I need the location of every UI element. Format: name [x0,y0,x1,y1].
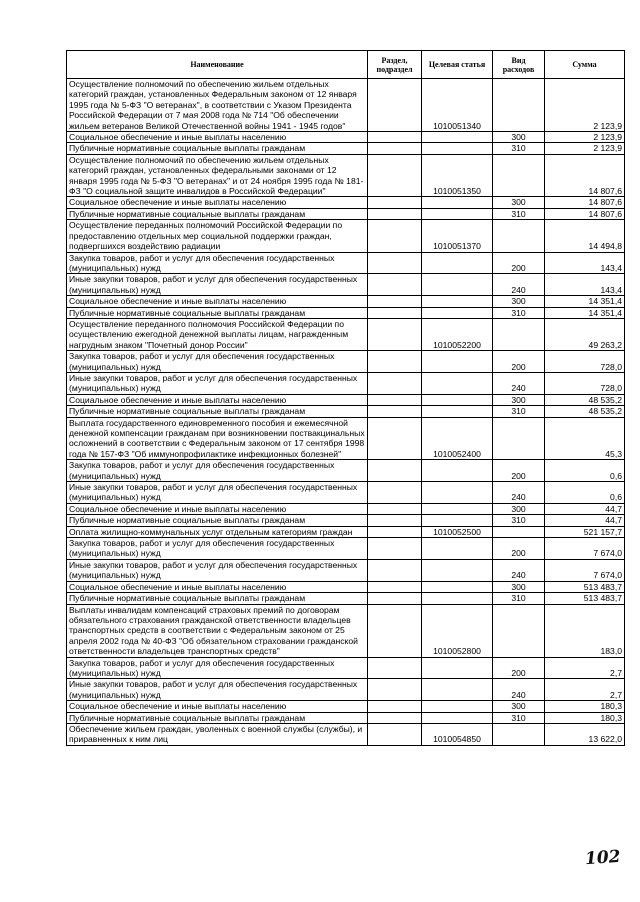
cell-section [368,208,422,219]
cell-name: Осуществление переданного полномочия Российской Федерации по осуществлению ежегодной денежной выплаты лицам, награжденным нагрудным знаком "Почетный донор России" [67,318,368,350]
table-row [67,559,625,581]
cell-name: Социальное обеспечение и иные выплаты населению [67,701,368,712]
cell-name: Иные закупки товаров, работ и услуг для обеспечения государственных (муниципальных) нужд [67,679,368,701]
cell-target [422,252,493,274]
cell-type [493,526,545,537]
cell-type: 300 [493,503,545,514]
cell-target: 1010051350 [422,154,493,197]
cell-section [368,197,422,208]
cell-type: 300 [493,701,545,712]
table-row [67,417,625,460]
cell-name: Социальное обеспечение и иные выплаты населению [67,581,368,592]
page-number: 102 [584,846,622,870]
table-row [67,274,625,296]
cell-name: Социальное обеспечение и иные выплаты населению [67,503,368,514]
cell-target [422,372,493,394]
cell-name: Обеспечение жильем граждан, уволенных с военной службы (службы), и приравненных к ним лиц [67,723,368,745]
cell-target [422,394,493,405]
cell-section [368,154,422,197]
cell-type: 200 [493,538,545,560]
table-row [67,460,625,482]
cell-section [368,559,422,581]
table-row [67,197,625,208]
cell-sum: 45,3 [545,417,625,460]
table-row [67,604,625,657]
header-type: Вид расходов [493,51,545,79]
cell-sum: 44,7 [545,503,625,514]
cell-target [422,143,493,154]
table-row [67,154,625,197]
cell-name: Иные закупки товаров, работ и услуг для обеспечения государственных (муниципальных) нужд [67,482,368,504]
cell-name: Закупка товаров, работ и услуг для обеспечения государственных (муниципальных) нужд [67,538,368,560]
cell-sum: 2 123,9 [545,143,625,154]
table-row [67,538,625,560]
cell-type: 310 [493,515,545,526]
cell-section [368,220,422,252]
cell-section [368,657,422,679]
table-row [67,406,625,417]
cell-type [493,604,545,657]
cell-type: 310 [493,593,545,604]
cell-target [422,657,493,679]
cell-sum: 143,4 [545,274,625,296]
cell-section [368,132,422,143]
cell-name: Закупка товаров, работ и услуг для обеспечения государственных (муниципальных) нужд [67,252,368,274]
cell-section [368,526,422,537]
cell-type: 310 [493,712,545,723]
cell-sum: 0,6 [545,460,625,482]
cell-name: Иные закупки товаров, работ и услуг для обеспечения государственных (муниципальных) нужд [67,274,368,296]
cell-sum: 48 535,2 [545,394,625,405]
cell-sum: 7 674,0 [545,538,625,560]
cell-target [422,712,493,723]
cell-type: 200 [493,460,545,482]
cell-section [368,604,422,657]
table-row [67,307,625,318]
cell-section [368,593,422,604]
table-row [67,394,625,405]
cell-name: Публичные нормативные социальные выплаты гражданам [67,406,368,417]
cell-name: Социальное обеспечение и иные выплаты населению [67,296,368,307]
cell-name: Социальное обеспечение и иные выплаты населению [67,197,368,208]
cell-sum: 14 807,6 [545,197,625,208]
cell-section [368,515,422,526]
cell-target [422,307,493,318]
cell-target: 1010052800 [422,604,493,657]
table-row [67,503,625,514]
header-target: Целевая статья [422,51,493,79]
cell-type: 310 [493,406,545,417]
cell-section [368,252,422,274]
cell-sum: 143,4 [545,252,625,274]
cell-section [368,701,422,712]
cell-type: 240 [493,679,545,701]
cell-target [422,351,493,373]
cell-section [368,538,422,560]
cell-target [422,593,493,604]
header-name: Наименование [67,51,368,79]
table-row [67,657,625,679]
cell-section [368,143,422,154]
table-row [67,208,625,219]
table-row [67,79,625,132]
cell-section [368,406,422,417]
cell-sum: 521 157,7 [545,526,625,537]
cell-section [368,372,422,394]
table-row [67,318,625,350]
header-row [67,51,625,79]
cell-name: Закупка товаров, работ и услуг для обеспечения государственных (муниципальных) нужд [67,351,368,373]
cell-sum: 13 622,0 [545,723,625,745]
cell-type: 240 [493,482,545,504]
cell-target [422,581,493,592]
cell-type: 300 [493,296,545,307]
cell-sum: 14 807,6 [545,154,625,197]
cell-name: Закупка товаров, работ и услуг для обеспечения государственных (муниципальных) нужд [67,657,368,679]
table-row [67,220,625,252]
cell-section [368,417,422,460]
cell-target [422,482,493,504]
table-body [67,79,625,746]
cell-name: Публичные нормативные социальные выплаты гражданам [67,208,368,219]
cell-target: 1010052500 [422,526,493,537]
cell-target [422,132,493,143]
cell-target [422,197,493,208]
table-row [67,723,625,745]
cell-sum: 728,0 [545,372,625,394]
cell-sum: 2 123,9 [545,79,625,132]
cell-type: 200 [493,351,545,373]
cell-section [368,679,422,701]
cell-name: Иные закупки товаров, работ и услуг для обеспечения государственных (муниципальных) нужд [67,559,368,581]
cell-target [422,701,493,712]
cell-name: Публичные нормативные социальные выплаты гражданам [67,593,368,604]
cell-type: 240 [493,559,545,581]
cell-type [493,723,545,745]
cell-target: 1010052400 [422,417,493,460]
cell-type [493,417,545,460]
table-row [67,143,625,154]
cell-name: Оплата жилищно-коммунальных услуг отдельным категориям граждан [67,526,368,537]
cell-target [422,679,493,701]
cell-name: Публичные нормативные социальные выплаты гражданам [67,712,368,723]
table-row [67,132,625,143]
cell-section [368,503,422,514]
table-row [67,712,625,723]
cell-type: 300 [493,197,545,208]
cell-sum: 14 351,4 [545,296,625,307]
cell-target [422,503,493,514]
table-row [67,515,625,526]
cell-section [368,274,422,296]
cell-type: 200 [493,252,545,274]
table-row [67,372,625,394]
table-row [67,351,625,373]
cell-sum: 2,7 [545,679,625,701]
cell-type [493,79,545,132]
header-sum: Сумма [545,51,625,79]
cell-type: 200 [493,657,545,679]
cell-target [422,559,493,581]
cell-section [368,723,422,745]
cell-type [493,318,545,350]
cell-target [422,515,493,526]
budget-table [66,50,625,746]
cell-section [368,79,422,132]
cell-name: Публичные нормативные социальные выплаты гражданам [67,307,368,318]
cell-section [368,482,422,504]
cell-name: Социальное обеспечение и иные выплаты населению [67,394,368,405]
cell-section [368,307,422,318]
cell-section [368,460,422,482]
cell-sum: 0,6 [545,482,625,504]
cell-name: Закупка товаров, работ и услуг для обеспечения государственных (муниципальных) нужд [67,460,368,482]
cell-type: 310 [493,208,545,219]
cell-sum: 183,0 [545,604,625,657]
cell-name: Выплаты инвалидам компенсаций страховых премий по договорам обязательного страхования гражданской ответственности владельцев транспортных средств в соответствии с Федеральным законом от 25 апреля 2002 года № 40-ФЗ "Об обязательном страховании гражданской ответственности владельцев транспортных средств" [67,604,368,657]
cell-name: Публичные нормативные социальные выплаты гражданам [67,515,368,526]
table-row [67,679,625,701]
cell-sum: 14 807,6 [545,208,625,219]
cell-target [422,406,493,417]
cell-sum: 49 263,2 [545,318,625,350]
cell-target: 1010054850 [422,723,493,745]
cell-type: 300 [493,132,545,143]
cell-target [422,274,493,296]
cell-type: 310 [493,307,545,318]
cell-sum: 2 123,9 [545,132,625,143]
table-row [67,482,625,504]
cell-sum: 513 483,7 [545,593,625,604]
cell-target: 1010051340 [422,79,493,132]
table-row [67,593,625,604]
cell-type [493,220,545,252]
cell-sum: 44,7 [545,515,625,526]
cell-section [368,394,422,405]
cell-sum: 180,3 [545,701,625,712]
cell-target: 1010052200 [422,318,493,350]
cell-target: 1010051370 [422,220,493,252]
cell-section [368,351,422,373]
header-section: Раздел, подраздел [368,51,422,79]
cell-sum: 48 535,2 [545,406,625,417]
cell-type: 300 [493,581,545,592]
cell-section [368,296,422,307]
cell-target [422,460,493,482]
cell-sum: 728,0 [545,351,625,373]
cell-type: 240 [493,372,545,394]
cell-type: 310 [493,143,545,154]
table-row [67,252,625,274]
cell-name: Осуществление переданных полномочий Российской Федерации по предоставлению отдельных мер социальной поддержки граждан, подвергшихся воздействию радиации [67,220,368,252]
cell-name: Осуществление полномочий по обеспечению жильем отдельных категорий граждан, установленных Федеральным законом от 12 января 1995 года № 5-ФЗ "О ветеранах", в соответствии с Указом Президента Российской Федерации от 7 мая 2008 года № 714 "Об обеспечении жильем ветеранов Великой Отечественной войны 1941 - 1945 годов" [67,79,368,132]
cell-sum: 513 483,7 [545,581,625,592]
cell-name: Осуществление полномочий по обеспечению жильем отдельных категорий граждан, установленных федеральными законами от 12 января 1995 года № 5-ФЗ "О ветеранах" и от 24 ноября 1995 года № 181-ФЗ "О социальной защите инвалидов в Российской Федерации" [67,154,368,197]
cell-name: Публичные нормативные социальные выплаты гражданам [67,143,368,154]
table-row [67,581,625,592]
cell-sum: 2,7 [545,657,625,679]
cell-section [368,318,422,350]
table-row [67,701,625,712]
cell-type [493,154,545,197]
table-row [67,526,625,537]
cell-target [422,538,493,560]
cell-sum: 14 351,4 [545,307,625,318]
cell-name: Выплата государственного единовременного пособия и ежемесячной денежной компенсации гражданам при возникновении поствакцинальных осложнений в соответствии с Федеральным законом от 17 сентября 1998 года № 157-ФЗ "Об иммунопрофилактике инфекционных болезней" [67,417,368,460]
cell-type: 240 [493,274,545,296]
cell-section [368,581,422,592]
cell-type: 300 [493,394,545,405]
cell-name: Социальное обеспечение и иные выплаты населению [67,132,368,143]
cell-name: Иные закупки товаров, работ и услуг для обеспечения государственных (муниципальных) нужд [67,372,368,394]
cell-sum: 7 674,0 [545,559,625,581]
cell-target [422,208,493,219]
cell-target [422,296,493,307]
table-row [67,296,625,307]
cell-sum: 14 494,8 [545,220,625,252]
cell-section [368,712,422,723]
cell-sum: 180,3 [545,712,625,723]
